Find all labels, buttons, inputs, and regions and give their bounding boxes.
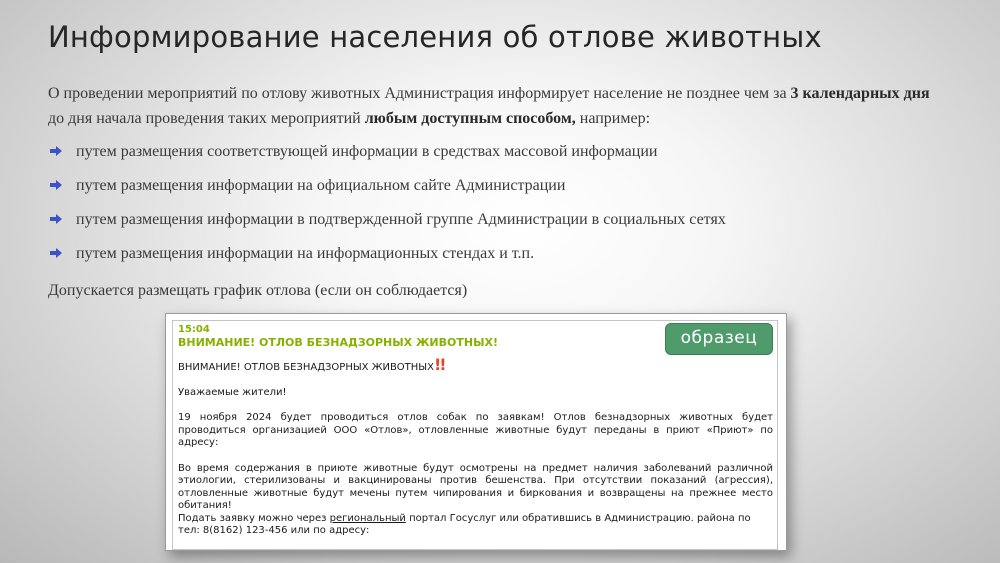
message-warning-text: ВНИМАНИЕ! ОТЛОВ БЕЗНАДЗОРНЫХ ЖИВОТНЫХ — [178, 362, 434, 373]
schedule-note: Допускается размещать график отлова (если он соблюдается) — [48, 282, 468, 299]
regional-portal-link[interactable]: региональный — [329, 512, 406, 524]
bullet-text: путем размещения информации на информационных стендах и т.п. — [76, 245, 535, 262]
sample-announcement — [165, 313, 787, 551]
message-line-1 — [178, 355, 773, 375]
intro-text-3: например: — [575, 110, 651, 127]
sample-badge: образец — [665, 323, 773, 355]
bullet-list — [48, 140, 726, 276]
message-greeting: Уважаемые жители! — [178, 386, 287, 398]
bullet-item — [48, 242, 726, 276]
bullet-item — [48, 174, 726, 208]
message-paragraph-2: Во время содержания в приюте животные будут осмотрены на предмет наличия заболеваний различной этиологии, стерилизованы и вакцинированы против бешенства. При отсутствии показаний (агрессия), отловленные животные будут мечены путем чипирования и биркования и возвращены на прежнее место обитания! — [178, 462, 773, 511]
intro-bold-2: любым доступным способом, — [364, 110, 576, 127]
message-p3-end: портал Госуслуг или обратившись в Администрацию. района по тел: 8(8162) 123-456 или по адресу: — [178, 512, 751, 536]
slide-title: Информирование населения об отлове животных — [48, 20, 822, 54]
sample-frame — [172, 320, 778, 550]
message-time: 15:04 — [178, 324, 210, 335]
message-p3-start: Подать заявку можно через — [178, 512, 330, 524]
message-paragraph-1: 19 ноября 2024 будет проводиться отлов собак по заявкам! Отлов безнадзорных животных будет проводиться организацией ООО «Отлов», отловленные животные будут переданы в приют «Приют» по адресу: — [178, 412, 773, 448]
message-body — [178, 355, 773, 538]
intro-text-2: до дня начала проведения таких мероприятий — [48, 110, 365, 127]
message-headline: ВНИМАНИЕ! ОТЛОВ БЕЗНАДЗОРНЫХ ЖИВОТНЫХ! — [178, 336, 498, 349]
double-exclamation-icon: !! — [433, 355, 445, 374]
bullet-text: путем размещения соответствующей информации в средствах массовой информации — [76, 143, 658, 160]
message-paragraph-3 — [178, 513, 773, 538]
bullet-item — [48, 208, 726, 242]
bullet-item — [48, 140, 726, 174]
bullet-text: путем размещения информации в подтвержденной группе Администрации в социальных сетях — [76, 211, 726, 228]
intro-bold-1: 3 календарных дня — [790, 85, 930, 102]
intro-paragraph — [48, 81, 948, 131]
bullet-text: путем размещения информации на официальном сайте Администрации — [76, 177, 566, 194]
intro-text-1: О проведении мероприятий по отлову животных Администрация информирует население не позднее чем за — [48, 85, 791, 102]
